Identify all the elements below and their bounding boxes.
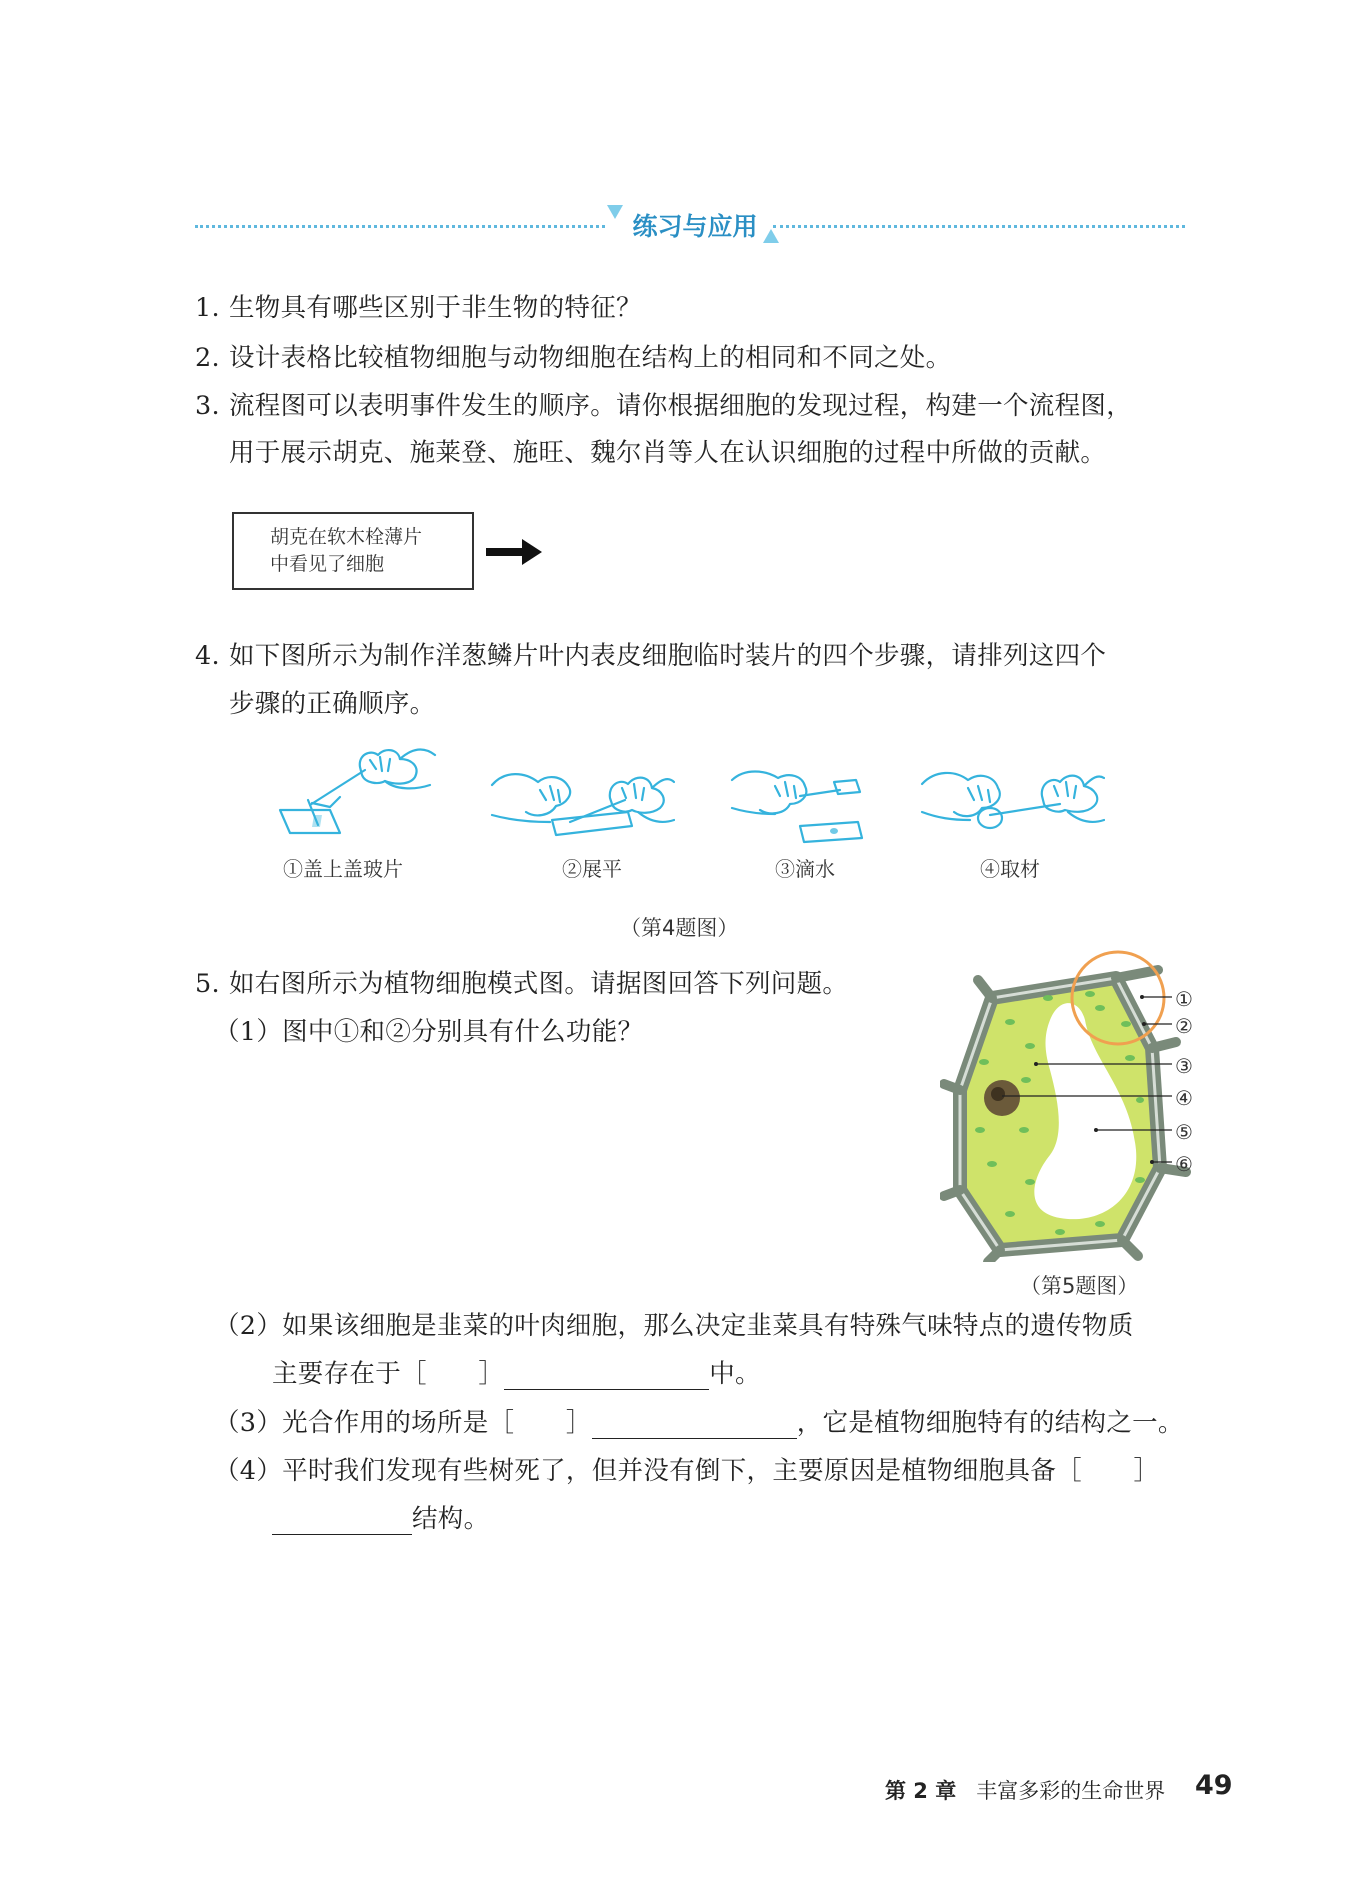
cell-label-4: ④ — [1175, 1086, 1193, 1110]
step-drip-water-illustration — [730, 760, 880, 845]
question-3-line2: 用于展示胡克、施莱登、施旺、魏尔肖等人在认识细胞的过程中所做的贡献。 — [229, 438, 1107, 468]
footer-chapter — [885, 1775, 1165, 1805]
question-5-sub4-line1: （4）平时我们发现有些树死了，但并没有倒下，主要原因是植物细胞具备［ ］ — [214, 1456, 1160, 1486]
cell-label-6: ⑥ — [1175, 1152, 1193, 1176]
question-text: 如右图所示为植物细胞模式图。请据图回答下列问题。 — [229, 969, 849, 999]
question-text-line1: 流程图可以表明事件发生的顺序。请你根据细胞的发现过程，构建一个流程图， — [229, 391, 1133, 421]
answer-blank[interactable] — [504, 1363, 709, 1390]
question-number: 3. — [195, 391, 220, 421]
question-number: 2. — [195, 343, 220, 373]
plant-cell-diagram — [940, 950, 1200, 1262]
step-label-1: ①盖上盖玻片 — [283, 857, 403, 881]
cell-label-3: ③ — [1175, 1054, 1193, 1078]
question-4 — [195, 640, 1106, 672]
cell-label-1: ① — [1175, 987, 1193, 1011]
figure-caption-5: （第5题图） — [1020, 1274, 1139, 1298]
sub3-text-b: ，它是植物细胞特有的结构之一。 — [796, 1408, 1184, 1438]
page-number: 49 — [1195, 1770, 1233, 1801]
cell-label-2: ② — [1175, 1014, 1193, 1038]
question-number: 1. — [195, 293, 220, 323]
section-title: 练习与应用 — [632, 212, 758, 241]
question-5-sub2-line2 — [272, 1358, 761, 1390]
question-text: 生物具有哪些区别于非生物的特征？ — [229, 293, 642, 323]
question-2 — [195, 342, 951, 374]
question-5-sub1: （1）图中①和②分别具有什么功能？ — [214, 1017, 644, 1047]
flowchart-text-line2: 中看见了细胞 — [270, 553, 385, 575]
dotted-divider-right — [773, 225, 1185, 228]
question-5-sub3 — [214, 1407, 1184, 1439]
sub2-text-a: 主要存在于［ ］ — [272, 1359, 505, 1389]
question-5-sub4-line2 — [272, 1503, 489, 1535]
flowchart-start-box — [232, 512, 474, 590]
triangle-up-icon — [763, 229, 779, 243]
chapter-number: 第 2 章 — [885, 1779, 957, 1803]
sub2-text-b: 中。 — [709, 1359, 761, 1389]
step-cover-slip-illustration — [270, 745, 440, 845]
sub3-text-a: （3）光合作用的场所是［ ］ — [214, 1408, 592, 1438]
chapter-title: 丰富多彩的生命世界 — [976, 1779, 1166, 1803]
flowchart-text-line1: 胡克在软木栓薄片 — [270, 526, 423, 548]
question-3 — [195, 390, 1132, 422]
question-1 — [195, 292, 642, 324]
step-take-material-illustration — [920, 760, 1105, 845]
question-text: 设计表格比较植物细胞与动物细胞在结构上的相同和不同之处。 — [229, 343, 952, 373]
step-flatten-illustration — [490, 760, 675, 845]
dotted-divider-left — [195, 225, 605, 228]
step-label-2: ②展平 — [562, 857, 622, 881]
question-number: 4. — [195, 641, 220, 671]
question-4-line2: 步骤的正确顺序。 — [229, 689, 436, 719]
arrow-right-icon — [486, 537, 546, 567]
step-label-4: ④取材 — [980, 857, 1040, 881]
question-text-line1: 如下图所示为制作洋葱鳞片叶内表皮细胞临时装片的四个步骤，请排列这四个 — [229, 641, 1107, 671]
step-label-3: ③滴水 — [775, 857, 835, 881]
cell-label-5: ⑤ — [1175, 1120, 1193, 1144]
question-number: 5. — [195, 969, 220, 999]
answer-blank[interactable] — [272, 1508, 412, 1535]
section-header — [195, 205, 1185, 245]
question-5-sub2-line1: （2）如果该细胞是韭菜的叶肉细胞，那么决定韭菜具有特殊气味特点的遗传物质 — [214, 1311, 1134, 1341]
question-5 — [195, 968, 848, 1000]
answer-blank[interactable] — [592, 1412, 797, 1439]
figure-caption-4: （第4题图） — [620, 916, 739, 940]
sub4-text-b: 结构。 — [412, 1504, 490, 1534]
